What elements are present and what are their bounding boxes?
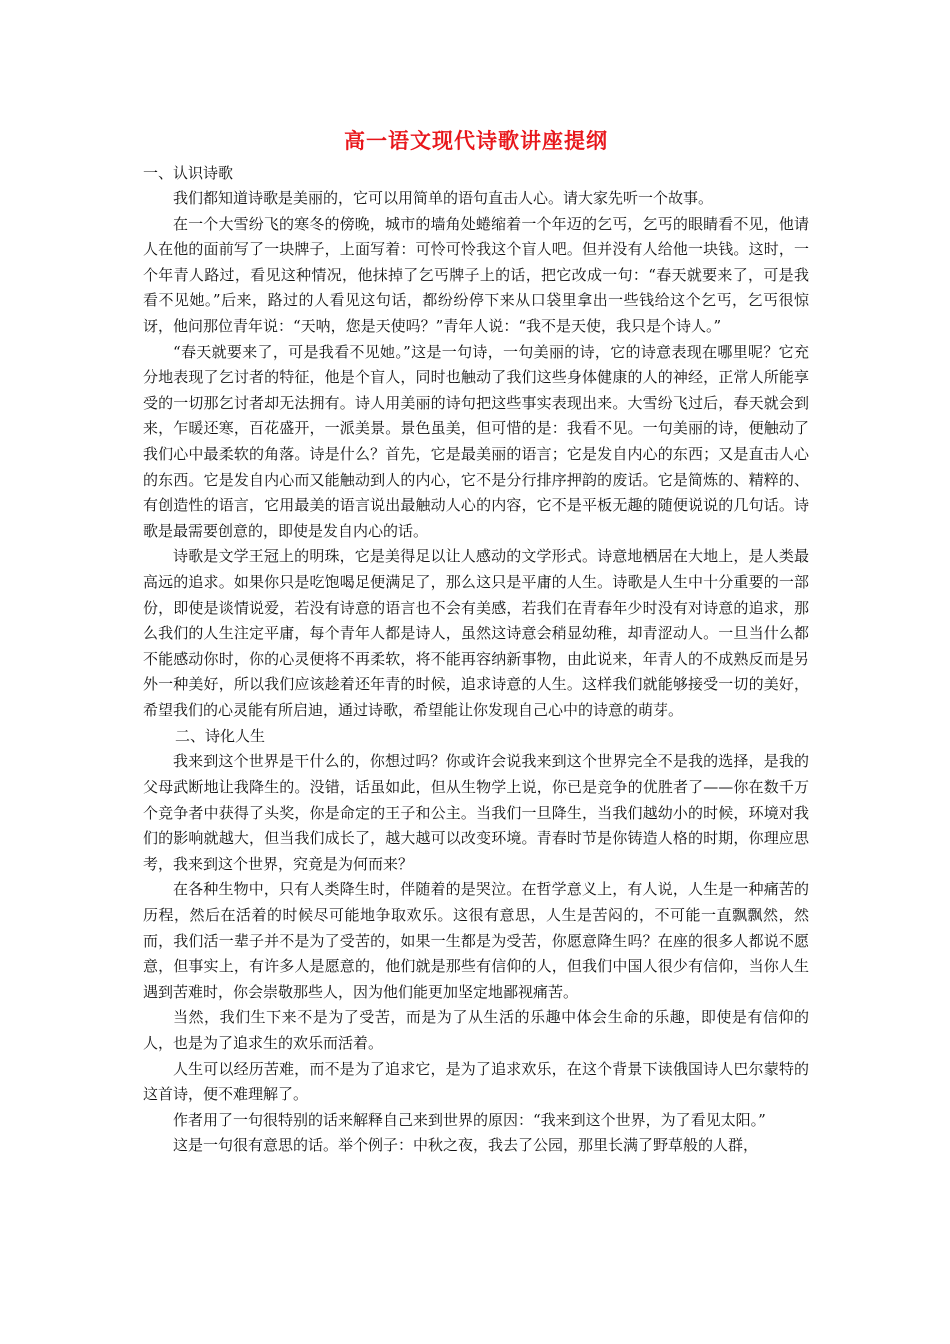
section-heading-2: 二、诗化人生 <box>175 727 266 746</box>
paragraph: “春天就要来了，可是我看不见她。”这是一句诗，一句美丽的诗，它的诗意表现在哪里呢？它充分地表现了乞讨者的特征，他是个盲人，同时也触动了我们这些身体健康的人的神经，正常人所能享受的一切那乞讨者却无法拥有。诗人用美丽的诗句把这些事实表现出来。大雪纷飞过后，春天就会到来，乍暖还寒，百花盛开，一派美景。景色虽美，但可惜的是：我看不见。一句美丽的诗，便触动了我们心中最柔软的角落。诗是什么？首先，它是最美丽的语言；它是发自内心的东西；又是直击人心的东西。它是发自内心而又能触动到人的内心，它不是分行排序押韵的废话。它是简炼的、精粹的、有创造性的语言，它用最美的语言说出最触动人心的内容，它不是平板无趣的随便说说的几句话。诗歌是最需要创意的，即使是发自内心的话。 <box>143 342 809 540</box>
paragraph: 我们都知道诗歌是美丽的，它可以用简单的语句直击人心。请大家先听一个故事。 <box>173 189 714 207</box>
paragraph: 这是一句很有意思的话。举个例子：中秋之夜，我去了公园，那里长满了野草般的人群， <box>173 1136 759 1155</box>
paragraph: 作者用了一句很特别的话来解释自己来到世界的原因：“我来到这个世界，为了看见太阳。” <box>173 1110 766 1129</box>
paragraph: 人生可以经历苦难，而不是为了追求它，是为了追求欢乐，在这个背景下读俄国诗人巴尔蒙特的这首诗，便不难理解了。 <box>143 1059 809 1104</box>
paragraph: 在各种生物中，只有人类降生时，伴随着的是哭泣。在哲学意义上，有人说，人生是一种痛苦的历程，然后在活着的时候尽可能地争取欢乐。这很有意思，人生是苦闷的，不可能一直飘飘然，然而，我们活一辈子并不是为了受苦的，如果一生都是为受苦，你愿意降生吗？在座的很多人都说不愿意，但事实上，有许多人是愿意的，他们就是那些有信仰的人，但我们中国人很少有信仰，当你人生遇到苦难时，你会崇敬那些人，因为他们能更加坚定地鄙视痛苦。 <box>143 880 809 1001</box>
document-page <box>143 118 809 1159</box>
paragraph: 我来到这个世界是干什么的，你想过吗？你或许会说我来到这个世界完全不是我的选择，是我的父母武断地让我降生的。没错，话虽如此，但从生物学上说，你已是竞争的优胜者了——你在数千万个竞争者中获得了头奖，你是命定的王子和公主。当我们一旦降生，当我们越幼小的时候，环境对我们的影响就越大，但当我们成长了，越大越可以改变环境。青春时节是你铸造人格的时期，你理应思考，我来到这个世界，究竟是为何而来？ <box>143 752 809 873</box>
document-title: 高一语文现代诗歌讲座提纲 <box>344 128 608 153</box>
paragraph: 诗歌是文学王冠上的明珠，它是美得足以让人感动的文学形式。诗意地栖居在大地上，是人类最高远的追求。如果你只是吃饱喝足便满足了，那么这只是平庸的人生。诗歌是人生中十分重要的一部份，即使是谈情说爱，若没有诗意的语言也不会有美感，若我们在青春年少时没有对诗意的追求，那么我们的人生注定平庸，每个青年人都是诗人，虽然这诗意会稍显幼稚，却青涩动人。一旦当什么都不能感动你时，你的心灵便将不再柔软，将不能再容纳新事物，由此说来，年青人的不成熟反而是另外一种美好，所以我们应该趁着还年青的时候，追求诗意的人生。这样我们就能够接受一切的美好，希望我们的心灵能有所启迪，通过诗歌，希望能让你发现自己心中的诗意的萌芽。 <box>143 547 809 719</box>
paragraph: 当然，我们生下来不是为了受苦，而是为了从生活的乐趣中体会生命的乐趣，即使是有信仰的人，也是为了追求生的欢乐而活着。 <box>143 1008 809 1052</box>
section-heading-1: 一、认识诗歌 <box>143 164 234 182</box>
paragraph: 在一个大雪纷飞的寒冬的傍晚，城市的墙角处蜷缩着一个年迈的乞丐，乞丐的眼睛看不见，他请人在他的面前写了一块牌子，上面写着：可怜可怜我这个盲人吧。但并没有人给他一块钱。这时，一个年青人路过，看见这种情况，他抹掉了乞丐牌子上的话，把它改成一句：“春天就要来了，可是我看不见她。”后来，路过的人看见这句话，都纷纷停下来从口袋里拿出一些钱给这个乞丐，乞丐很惊讶，他问那位青年说：“天呐，您是天使吗？”青年人说：“我不是天使，我只是个诗人。” <box>143 214 809 335</box>
